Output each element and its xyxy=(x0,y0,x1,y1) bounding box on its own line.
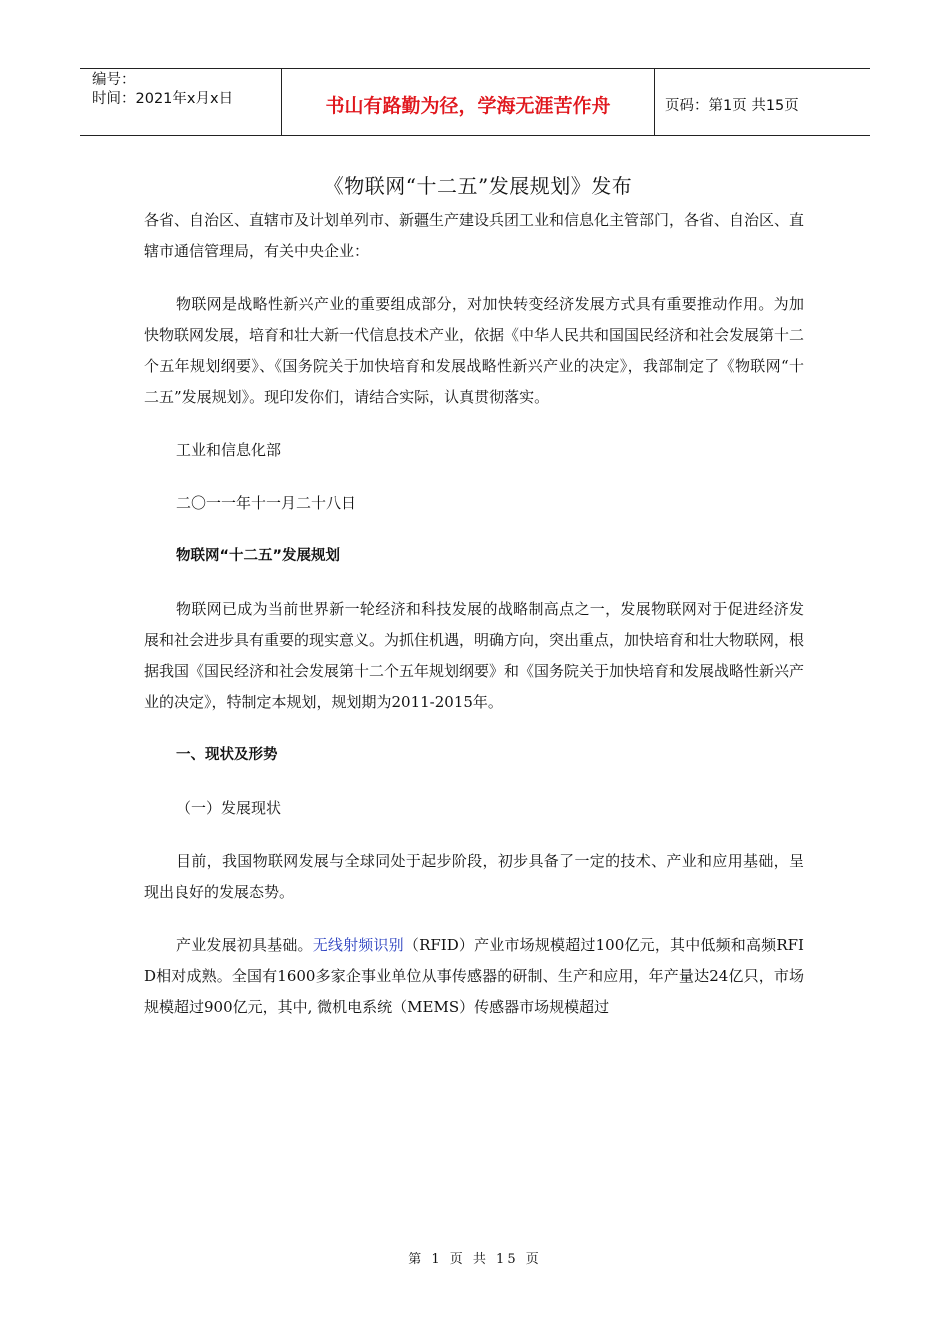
rfid-link[interactable]: 无线射频识别 xyxy=(312,936,404,954)
document-body xyxy=(144,205,804,1195)
subsection-heading-current: （一）发展现状 xyxy=(176,799,282,817)
page-footer: 第 1 页 共 15 页 xyxy=(408,1252,542,1267)
industry-paragraph xyxy=(144,930,804,1023)
header-page-label: 页码：第1页 共15页 xyxy=(665,97,799,114)
date-line: 二〇一一年十一月二十八日 xyxy=(176,494,357,512)
plan-heading: 物联网“十二五”发展规划 xyxy=(176,548,341,564)
plan-intro-paragraph: 物联网已成为当前世界新一轮经济和科技发展的战略制高点之一，发展物联网对于促进经济发展和社会进步具有重要的现实意义。为抓住机遇，明确方向，突出重点，加快培育和壮大物联网，根据我国《国民经济和社会发展第十二个五年规划纲要》和《国务院关于加快培育和发展战略性新兴产业的决定》，特制定本规划，规划期为2011-2015年。 xyxy=(144,600,804,711)
industry-lead-text: 产业发展初具基础。 xyxy=(176,936,313,954)
document-number-label: 编号： xyxy=(92,72,136,88)
header-table xyxy=(80,68,870,136)
document-time-label: 时间：2021年x月x日 xyxy=(92,91,234,107)
document-title: 《物联网“十二五”发展规划》发布 xyxy=(323,174,633,198)
header-motto: 书山有路勤为径，学海无涯苦作舟 xyxy=(282,69,655,135)
status-paragraph: 目前，我国物联网发展与全球同处于起步阶段，初步具备了一定的技术、产业和应用基础，呈现出良好的发展态势。 xyxy=(144,852,804,901)
header-meta-cell xyxy=(80,69,282,135)
intro-paragraph: 物联网是战略性新兴产业的重要组成部分，对加快转变经济发展方式具有重要推动作用。为加快物联网发展，培育和壮大新一代信息技术产业，依据《中华人民共和国国民经济和社会发展第十二个五年规划纲要》、《国务院关于加快培育和发展战略性新兴产业的决定》，我部制定了《物联网“十二五”发展规划》。现印发你们，请结合实际，认真贯彻落实。 xyxy=(144,295,804,406)
addressee-paragraph: 各省、自治区、直辖市及计划单列市、新疆生产建设兵团工业和信息化主管部门，各省、自治区、直辖市通信管理局，有关中央企业： xyxy=(144,211,804,260)
section-heading-status: 一、现状及形势 xyxy=(176,747,278,763)
issuer-line: 工业和信息化部 xyxy=(176,441,282,459)
industry-body-text: （RFID）产业市场规模超过100亿元，其中低频和高频RFID相对成熟。全国有1600多家企事业单位从事传感器的研制、生产和应用，年产量达24亿只，市场规模超过900亿元，其中, 微机电系统（MEMS）传感器市场规模超过 xyxy=(144,936,804,1016)
